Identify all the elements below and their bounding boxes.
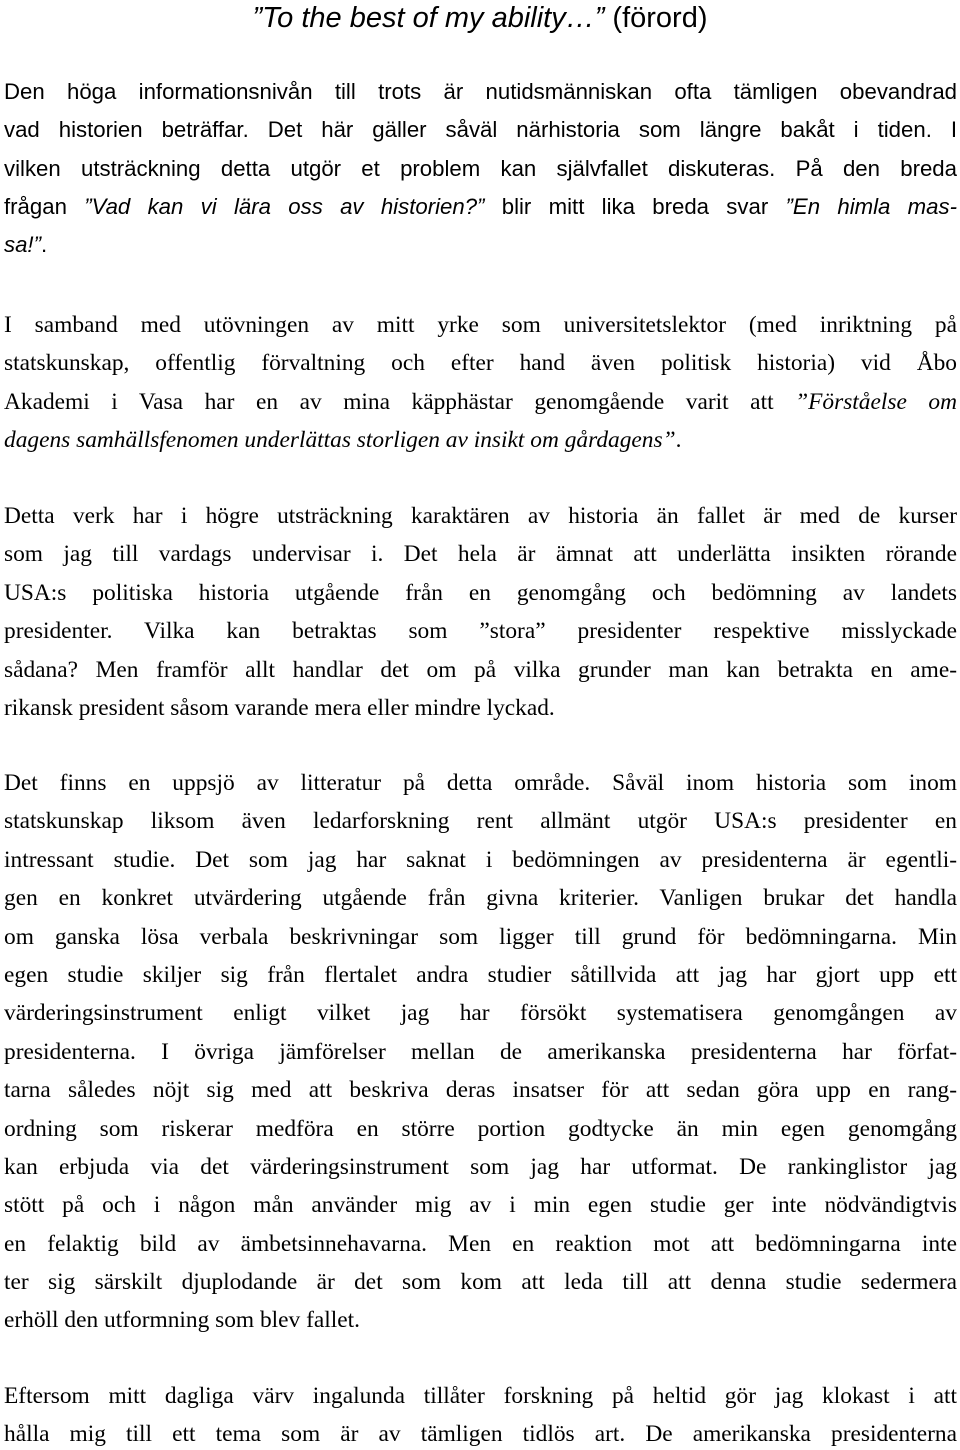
paragraph-3-line: rikansk president såsom varande mera eller mindre lyckad. <box>4 694 555 721</box>
paragraph-1-quote: sa!” <box>4 232 41 258</box>
paragraph-4-line: gen en konkret utvärdering utgående från givna kriterier. Vanligen brukar det handla <box>4 885 957 912</box>
paragraph-2-line: I samband med utövningen av mitt yrke som universitetslektor (med inriktning på <box>4 312 957 338</box>
paragraph-1 <box>4 73 957 264</box>
paragraph-3-line: sådana? Men framför allt handlar det om på vilka grunder man kan betrakta en ame- <box>4 656 957 683</box>
paragraph-4-line: statskunskap liksom även ledarforskning rent allmänt utgör USA:s presidenter en <box>4 808 957 835</box>
paragraph-4-line: värderingsinstrument enligt vilket jag har försökt systematisera genomgången av <box>4 1000 957 1027</box>
paragraph-1-line: vilken utsträckning detta utgör et problem kan självfallet diskuteras. På den breda <box>4 155 957 181</box>
paragraph-1-line: Den höga informationsnivån till trots är nutidsmänniskan ofta tämligen obevandrad <box>4 79 957 104</box>
paragraph-2-line <box>4 421 957 459</box>
paragraph-5-line: hålla mig till ett tema som är av tämligen tidlös art. De amerikanska presidenterna <box>4 1421 957 1448</box>
paragraph-1-quote: ”En himla mas- <box>785 193 957 219</box>
paragraph-2-text: Akademi i Vasa har en av mina käpphästar genomgående varit att <box>4 388 796 415</box>
paragraph-4-line: om ganska lösa verbala beskrivningar som ligger till grund för bedömningarna. Min <box>4 923 957 950</box>
paragraph-4-line: egen studie skiljer sig från flertalet andra studier såtillvida att jag har gjort upp ett <box>4 961 957 988</box>
paragraph-4-line: kan erbjuda via det värderingsinstrument som jag har utformat. De rankinglistor jag <box>4 1153 957 1180</box>
paragraph-3-line: USA:s politiska historia utgående från en genomgång och bedömning av landets <box>4 579 957 606</box>
paragraph-4-line: intressant studie. Det som jag har saknat i bedömningen av presidenterna är egentli- <box>4 846 957 873</box>
paragraph-1-line <box>4 188 957 226</box>
paragraph-3 <box>4 497 957 727</box>
paragraph-3-line: presidenter. Vilka kan betraktas som ”stora” presidenter respektive misslyckade <box>4 618 957 645</box>
paragraph-1-text: blir mitt lika breda svar <box>484 193 786 219</box>
paragraph-4-line: stött på och i någon mån använder mig av i min egen studie ger inte nödvändigtvis <box>4 1192 957 1219</box>
paragraph-2-quote: ”Förståelse om <box>795 388 957 415</box>
paragraph-5 <box>4 1377 957 1450</box>
paragraph-1-quote: ”Vad kan vi lära oss av historien?” <box>84 193 485 219</box>
paragraph-2-line: statskunskap, offentlig förvaltning och efter hand även politisk historia) vid Åbo <box>4 350 957 377</box>
paragraph-2-text: . <box>675 427 682 454</box>
paragraph-1-text: frågan <box>4 193 85 219</box>
title-suffix: (förord) <box>604 2 708 34</box>
paragraph-1-text: . <box>41 232 48 258</box>
paragraph-5-line: Eftersom mitt dagliga värv ingalunda tillåter forskning på heltid gör jag klokast i att <box>4 1383 957 1409</box>
paragraph-4-line: ordning som riskerar medföra en större portion godtycke än min egen genomgång <box>4 1115 957 1142</box>
paragraph-4-line: en felaktig bild av ämbetsinnehavarna. Men en reaktion mot att bedömningarna inte <box>4 1230 957 1257</box>
paragraph-2-line <box>4 383 957 421</box>
paragraph-2 <box>4 306 957 460</box>
title-italic: ”To the best of my ability…” <box>252 2 605 34</box>
paragraph-4-line: Det finns en uppsjö av litteratur på detta område. Såväl inom historia som inom <box>4 770 957 796</box>
paragraph-4-line: ter sig särskilt djuplodande är det som kom att leda till att denna studie sedermera <box>4 1269 957 1296</box>
paragraph-1-line <box>4 226 957 264</box>
paragraph-2-quote: dagens samhällsfenomen underlättas storligen av insikt om gårdagens” <box>4 427 676 454</box>
paragraph-4-line: tarna således nöjt sig med att beskriva deras insatser för att sedan göra upp en rang- <box>4 1077 957 1104</box>
paragraph-4-line: presidenterna. I övriga jämförelser mellan de amerikanska presidenterna har förfat- <box>4 1038 957 1065</box>
paragraph-3-line: som jag till vardags undervisar i. Det hela är ämnat att underlätta insikten rörande <box>4 541 957 568</box>
paragraph-1-line: vad historien beträffar. Det här gäller såväl närhistoria som längre bakåt i tiden. I <box>4 117 957 143</box>
paragraph-4-line: erhöll den utformning som blev fallet. <box>4 1307 360 1334</box>
page-title <box>0 0 960 36</box>
paragraph-4 <box>4 764 957 1340</box>
paragraph-3-line: Detta verk har i högre utsträckning karaktären av historia än fallet är med de kurser <box>4 503 957 529</box>
